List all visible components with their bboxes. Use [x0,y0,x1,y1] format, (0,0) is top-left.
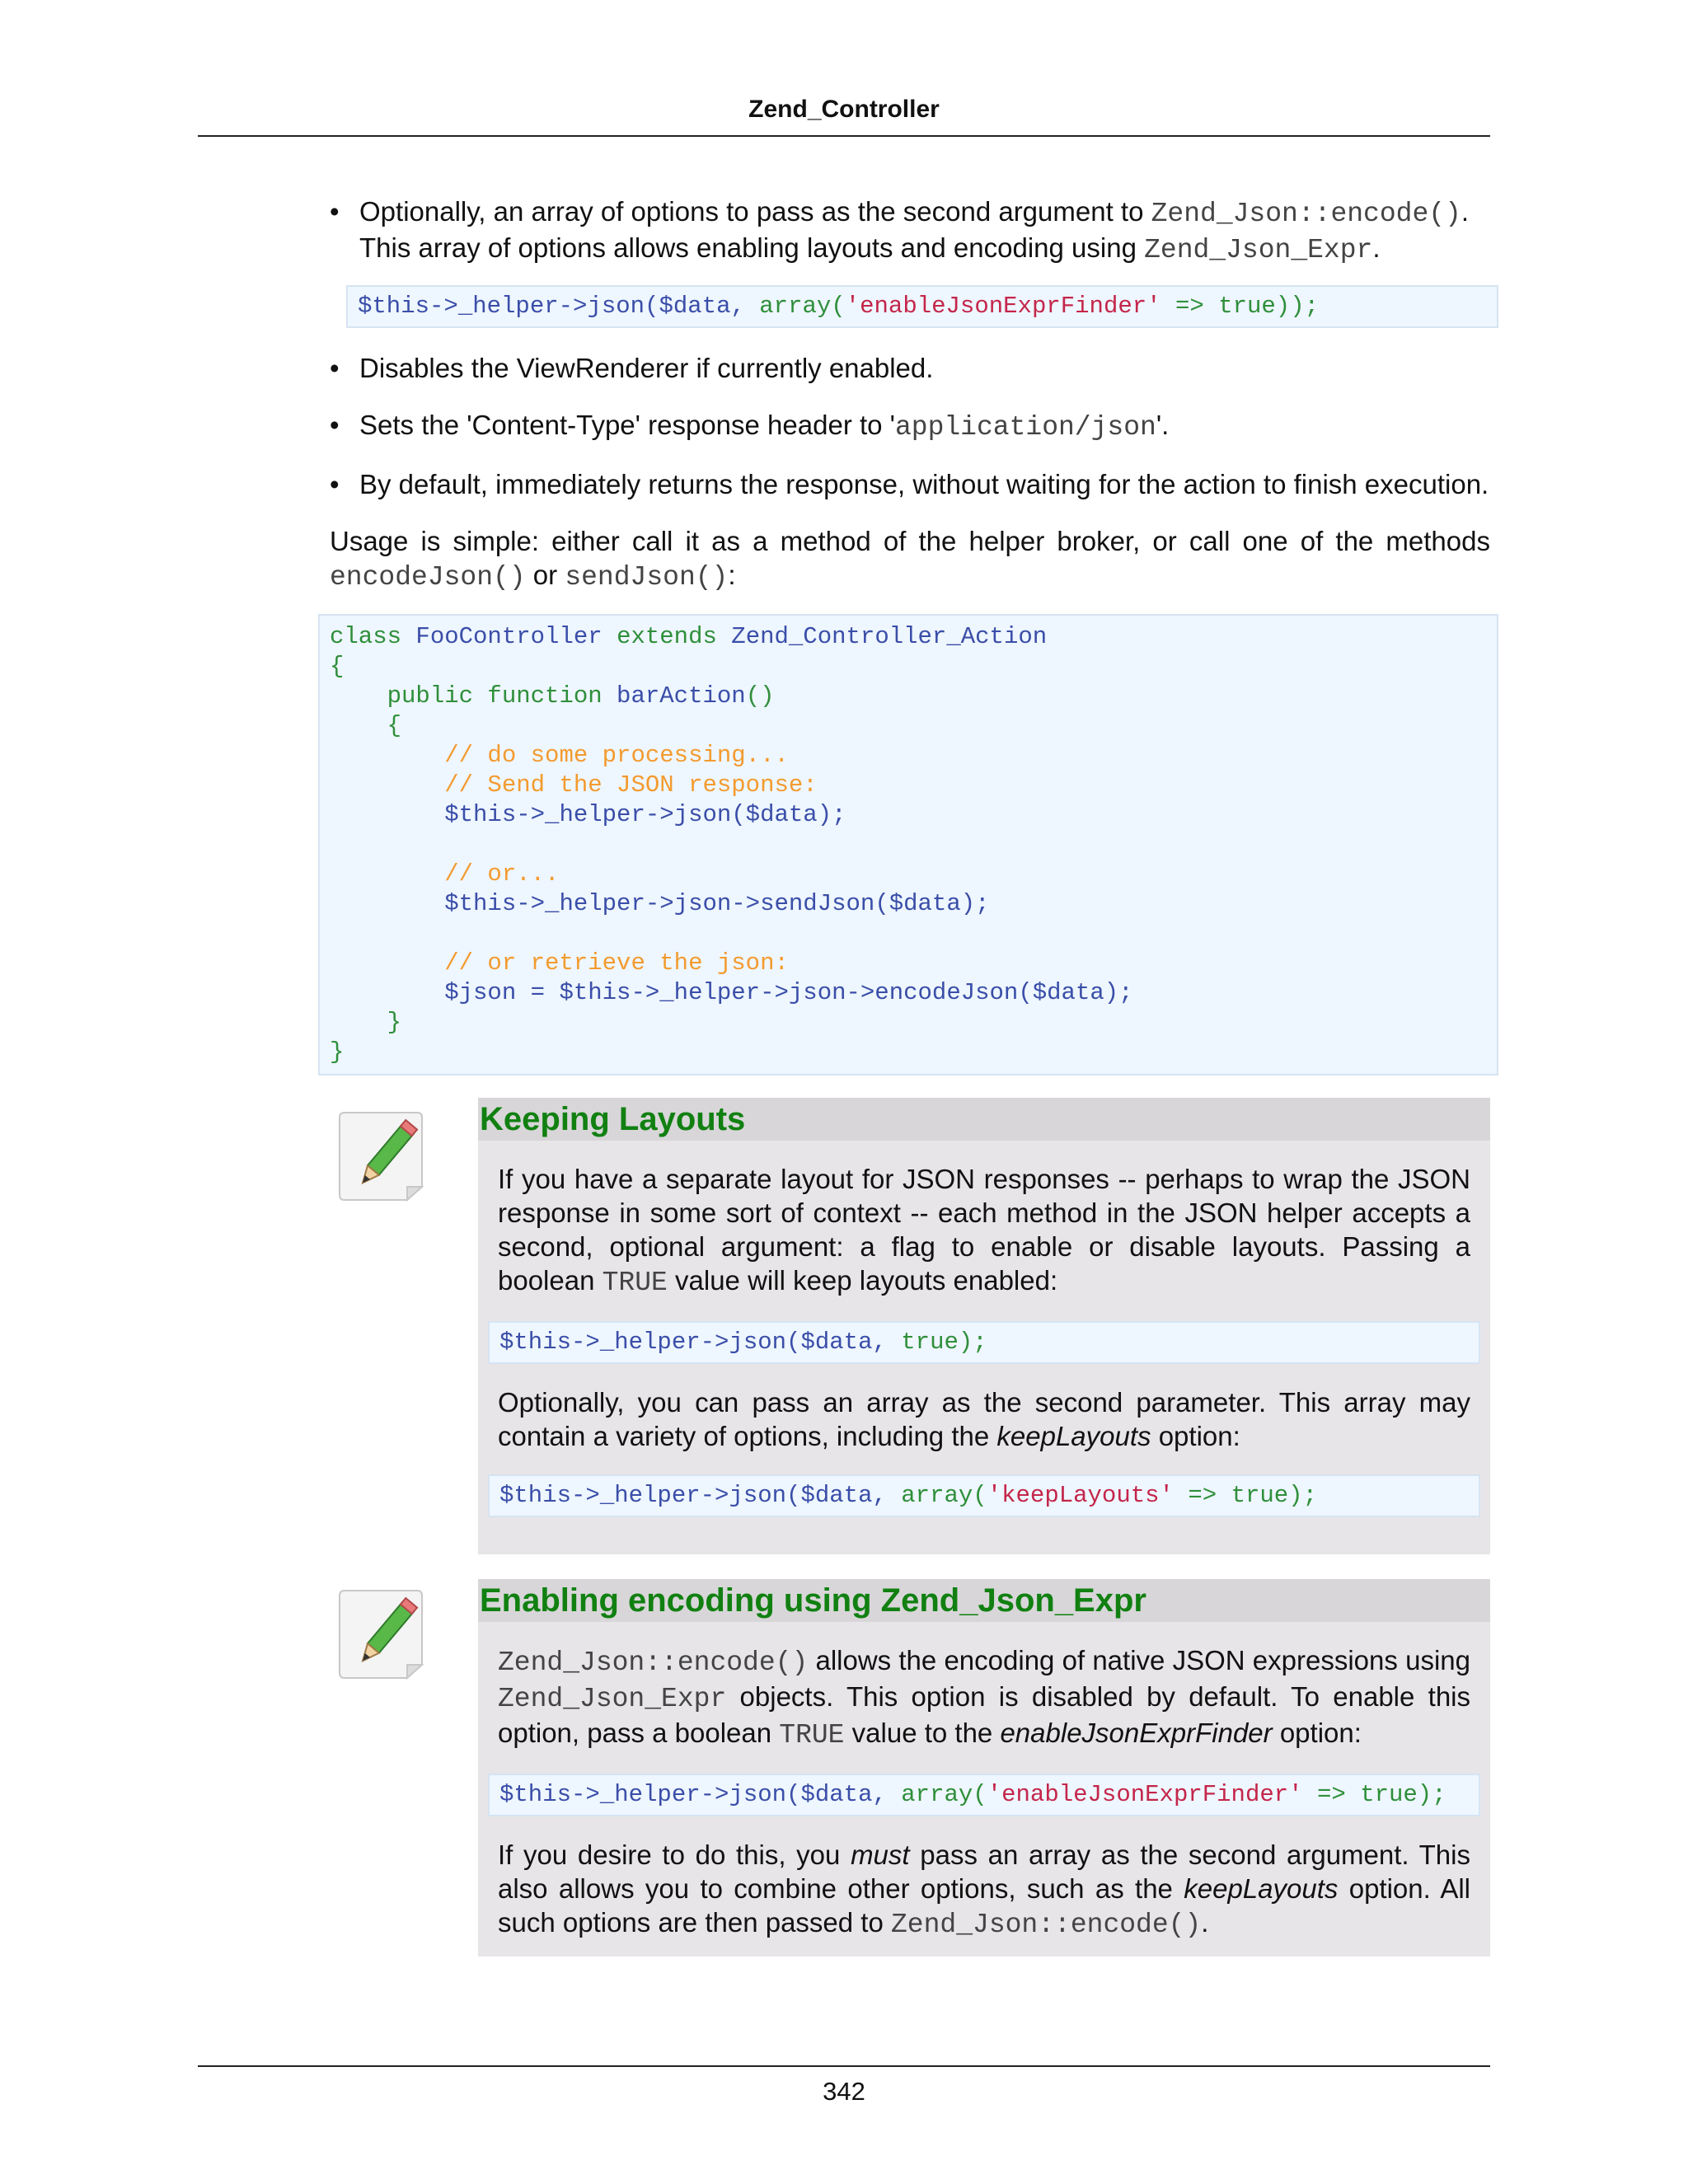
note-pencil-icon [338,1586,429,1683]
inline-code-application-json: application/json [894,412,1156,443]
note-paragraph [498,1385,1470,1453]
note-text: . [1201,1907,1209,1938]
usage-paragraph [330,524,1490,594]
inline-code-zend-json-encode: Zend_Json::encode() [498,1647,809,1678]
code-token: public function [330,682,603,710]
code-token: 'keepLayouts' [987,1482,1174,1509]
code-token: $this->_helper->json($data, [358,293,760,320]
code-token: $this->_helper->json [330,801,732,828]
code-token: { [330,653,345,680]
page-number: 342 [823,2077,865,2106]
code-token: $this->_helper->json->sendJson [330,890,875,917]
note-text: option: [1272,1718,1362,1748]
note-keeping-layouts [478,1098,1490,1554]
code-block-json-true [488,1321,1480,1364]
code-token: $this->_helper->json($data, [499,1781,902,1808]
inline-code-true: TRUE [602,1268,668,1298]
code-token: class [330,623,402,650]
note-text: value will keep layouts enabled: [667,1265,1058,1296]
main-content [330,194,1490,1076]
para-text: : [728,560,736,590]
code-token: $this->_helper->json($data, [499,1482,902,1509]
code-token: array [759,293,832,320]
header-rule [198,135,1490,137]
note-body [478,1622,1490,1942]
note-paragraph [498,1838,1470,1942]
note-text: objects. This option is disabled by default. To enable this option, pass a boolean [498,1681,1470,1748]
bullet-text: Sets the 'Content-Type' response header to ' [359,410,895,440]
note-text: If you have a separate layout for JSON responses -- perhaps to wrap the JSON response in some sort of context -- each method in the JSON helper accepts a second, optional argument: a flag to enable or disable layouts. Passing a boolean [498,1164,1470,1296]
code-comment: // Send the JSON response: [330,771,818,799]
note-paragraph [498,1162,1470,1300]
code-token: ($data); [874,890,990,917]
note-body [478,1141,1490,1557]
code-token: ( [973,1482,987,1509]
code-token: Zend_Controller_Action [716,623,1048,650]
note-text: Optionally, you can pass an array as the second parameter. This array may contain a variety of options, including the [498,1387,1470,1451]
code-token: FooController [401,623,617,650]
code-token: } [330,1009,402,1036]
bullet-options-array [330,194,1490,267]
code-block-enable-json-expr-finder [488,1774,1480,1816]
bullet-text: Disables the ViewRenderer if currently enabled. [359,353,934,383]
bullet-text: Optionally, an array of options to pass as the second argument to [359,196,1151,227]
note-text: allows the encoding of native JSON expressions using [808,1645,1470,1675]
code-token: 'enableJsonExprFinder' [845,293,1161,320]
code-comment: // or retrieve the json: [330,949,789,977]
bullet-text: . [1372,232,1381,263]
note-enabling-encoding [478,1579,1490,1957]
note-italic: must [851,1840,910,1870]
note-pencil-icon [338,1108,429,1205]
code-token: ( [831,293,846,320]
code-token: ( [973,1781,987,1808]
code-token: $json = $this->_helper->json->encodeJson [330,979,1019,1006]
note-italic: keepLayouts [996,1421,1151,1451]
code-token: ($data); [1018,979,1133,1006]
code-token: } [330,1038,345,1066]
inline-code-zend-json-expr: Zend_Json_Expr [498,1684,727,1714]
code-token: ($data); [731,801,846,828]
code-token: => true)); [1160,293,1320,320]
code-block-keep-layouts [488,1474,1480,1517]
note-title: Keeping Layouts [478,1098,1490,1141]
para-text: or [525,560,565,590]
bullet-text: . This array of options allows enabling layouts and encoding using [359,196,1470,263]
inline-code-zend-json-encode: Zend_Json::encode() [891,1910,1202,1940]
bullet-text: '. [1156,410,1170,440]
inline-code-zend-json-expr: Zend_Json_Expr [1144,235,1373,265]
code-block-foo-controller [318,614,1498,1076]
note-text: option. All such options are then passed to [498,1873,1470,1938]
code-token: => true); [1302,1781,1447,1808]
code-token: $this->_helper->json($data, [499,1329,902,1356]
code-token: barAction [602,682,746,710]
bullet-list-top [330,194,1490,267]
code-token: { [330,712,402,739]
code-token: array [901,1482,973,1509]
note-paragraph [498,1643,1470,1752]
bullet-text: By default, immediately returns the response, without waiting for the action to finish execution. [359,469,1489,499]
inline-code-sendjson: sendJson() [565,562,729,593]
para-text: Usage is simple: either call it as a method of the helper broker, or call one of the methods [330,526,1490,556]
note-italic: keepLayouts [1184,1873,1339,1904]
note-text: pass an array as the second argument. This also allows you to combine other options, such as the [498,1840,1470,1904]
inline-code-encodejson: encodeJson() [330,562,526,593]
note-text: If you desire to do this, you [498,1840,851,1870]
code-token: extends [617,623,717,650]
inline-code-true: TRUE [779,1720,845,1750]
code-comment: // or... [330,860,560,888]
code-token: 'enableJsonExprFinder' [987,1781,1303,1808]
page-header-title: Zend_Controller [748,96,940,123]
note-title: Enabling encoding using Zend_Json_Expr [478,1579,1490,1622]
code-block-enable-json-expr [346,285,1498,328]
code-token: array [901,1781,973,1808]
note-text: value to the [844,1718,1001,1748]
bullet-disables-viewrenderer [330,351,1490,385]
code-comment: // do some processing... [330,742,789,769]
note-text: option: [1151,1421,1240,1451]
bullet-returns-response [330,467,1490,501]
bullet-content-type [330,408,1490,444]
inline-code-zend-json-encode: Zend_Json::encode() [1151,199,1461,229]
code-token: () [745,682,775,710]
code-token: => true); [1173,1482,1317,1509]
code-token: true); [901,1329,987,1356]
bullet-list [330,351,1490,501]
note-italic: enableJsonExprFinder [1000,1718,1273,1748]
footer-rule [198,2065,1490,2067]
